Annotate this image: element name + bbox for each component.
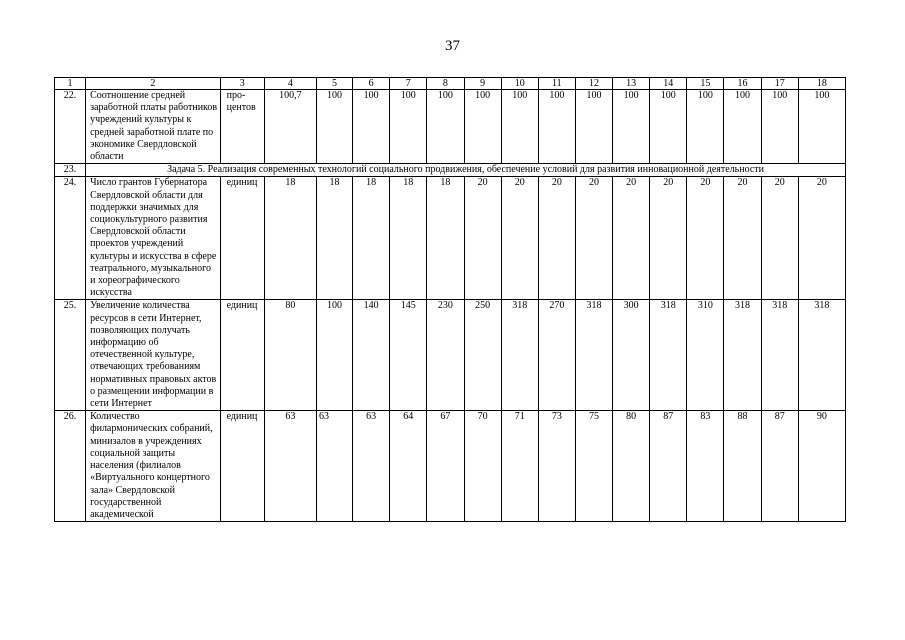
value-cell: 64 bbox=[390, 411, 427, 522]
value-cell: 318 bbox=[501, 300, 538, 411]
header-cell: 18 bbox=[798, 78, 845, 90]
value-cell: 20 bbox=[501, 177, 538, 300]
unit-cell: про-центов bbox=[220, 90, 264, 164]
value-cell: 318 bbox=[724, 300, 761, 411]
header-cell: 6 bbox=[353, 78, 390, 90]
value-cell: 100 bbox=[316, 90, 352, 164]
value-cell: 100,7 bbox=[264, 90, 316, 164]
task-row bbox=[55, 164, 846, 177]
value-cell: 63 bbox=[264, 411, 316, 522]
value-cell: 250 bbox=[464, 300, 501, 411]
value-cell: 63 bbox=[353, 411, 390, 522]
value-cell: 310 bbox=[687, 300, 724, 411]
value-cell: 100 bbox=[761, 90, 798, 164]
header-cell: 12 bbox=[575, 78, 612, 90]
value-cell: 20 bbox=[575, 177, 612, 300]
value-cell: 18 bbox=[353, 177, 390, 300]
value-cell: 100 bbox=[575, 90, 612, 164]
row-number: 24. bbox=[55, 177, 86, 300]
header-cell: 2 bbox=[86, 78, 221, 90]
indicator-row bbox=[55, 300, 846, 411]
value-cell: 100 bbox=[427, 90, 464, 164]
value-cell: 318 bbox=[575, 300, 612, 411]
header-cell: 10 bbox=[501, 78, 538, 90]
indicator-name: Увеличение количества ресурсов в сети Интернет, позволяющих получать информацию об отечественной культуре, отвечающих требованиям нормативных правовых актов о размещении информации в сети Интернет bbox=[86, 300, 221, 411]
indicator-row bbox=[55, 177, 846, 300]
value-cell: 100 bbox=[613, 90, 650, 164]
header-cell: 7 bbox=[390, 78, 427, 90]
value-cell: 20 bbox=[687, 177, 724, 300]
value-cell: 18 bbox=[427, 177, 464, 300]
value-cell: 230 bbox=[427, 300, 464, 411]
value-cell: 73 bbox=[538, 411, 575, 522]
value-cell: 88 bbox=[724, 411, 761, 522]
value-cell: 80 bbox=[264, 300, 316, 411]
value-cell: 100 bbox=[353, 90, 390, 164]
value-cell: 75 bbox=[575, 411, 612, 522]
value-cell: 20 bbox=[724, 177, 761, 300]
value-cell: 71 bbox=[501, 411, 538, 522]
page-number: 37 bbox=[445, 38, 460, 54]
indicator-row bbox=[55, 90, 846, 164]
value-cell: 18 bbox=[316, 177, 352, 300]
value-cell: 20 bbox=[538, 177, 575, 300]
header-cell: 3 bbox=[220, 78, 264, 90]
row-number: 26. bbox=[55, 411, 86, 522]
value-cell: 140 bbox=[353, 300, 390, 411]
unit-cell: единиц bbox=[220, 411, 264, 522]
header-cell: 4 bbox=[264, 78, 316, 90]
value-cell: 100 bbox=[650, 90, 687, 164]
header-cell: 15 bbox=[687, 78, 724, 90]
header-cell: 16 bbox=[724, 78, 761, 90]
header-cell: 14 bbox=[650, 78, 687, 90]
value-cell: 100 bbox=[464, 90, 501, 164]
unit-cell: единиц bbox=[220, 177, 264, 300]
value-cell: 83 bbox=[687, 411, 724, 522]
value-cell: 100 bbox=[798, 90, 845, 164]
value-cell: 20 bbox=[650, 177, 687, 300]
unit-cell: единиц bbox=[220, 300, 264, 411]
indicator-name: Количество филармонических собраний, минизалов в учреждениях социальной защиты населения (филиалов «Виртуального концертного зала» Свердловской государственной академической bbox=[86, 411, 221, 522]
value-cell: 100 bbox=[316, 300, 352, 411]
header-cell: 17 bbox=[761, 78, 798, 90]
row-number: 22. bbox=[55, 90, 86, 164]
value-cell: 318 bbox=[761, 300, 798, 411]
value-cell: 145 bbox=[390, 300, 427, 411]
value-cell: 70 bbox=[464, 411, 501, 522]
indicator-row bbox=[55, 411, 846, 522]
indicator-name: Число грантов Губернатора Свердловской области для поддержки значимых для социокультурного развития Свердловской области проектов учреждений культуры и искусства в сфере театрального, музыкального и хореографического искусства bbox=[86, 177, 221, 300]
value-cell: 100 bbox=[687, 90, 724, 164]
value-cell: 300 bbox=[613, 300, 650, 411]
row-number: 23. bbox=[55, 164, 86, 177]
row-number: 25. bbox=[55, 300, 86, 411]
header-cell: 8 bbox=[427, 78, 464, 90]
value-cell: 80 bbox=[613, 411, 650, 522]
value-cell: 20 bbox=[613, 177, 650, 300]
value-cell: 20 bbox=[464, 177, 501, 300]
value-cell: 87 bbox=[761, 411, 798, 522]
header-cell: 13 bbox=[613, 78, 650, 90]
value-cell: 100 bbox=[538, 90, 575, 164]
value-cell: 100 bbox=[390, 90, 427, 164]
indicators-table bbox=[54, 77, 846, 522]
value-cell: 270 bbox=[538, 300, 575, 411]
value-cell: 318 bbox=[798, 300, 845, 411]
value-cell: 63 bbox=[316, 411, 352, 522]
value-cell: 87 bbox=[650, 411, 687, 522]
value-cell: 18 bbox=[264, 177, 316, 300]
column-number-row bbox=[55, 78, 846, 90]
value-cell: 67 bbox=[427, 411, 464, 522]
value-cell: 100 bbox=[501, 90, 538, 164]
header-cell: 11 bbox=[538, 78, 575, 90]
value-cell: 20 bbox=[761, 177, 798, 300]
indicator-name: Соотношение средней заработной платы работников учреждений культуры к средней заработной плате по экономике Свердловской области bbox=[86, 90, 221, 164]
header-cell: 9 bbox=[464, 78, 501, 90]
value-cell: 100 bbox=[724, 90, 761, 164]
value-cell: 318 bbox=[650, 300, 687, 411]
value-cell: 90 bbox=[798, 411, 845, 522]
value-cell: 18 bbox=[390, 177, 427, 300]
value-cell: 20 bbox=[798, 177, 845, 300]
header-cell: 5 bbox=[316, 78, 352, 90]
task-heading: Задача 5. Реализация современных технологий социального продвижения, обеспечение условий для развития инновационной деятельности bbox=[86, 164, 846, 177]
header-cell: 1 bbox=[55, 78, 86, 90]
